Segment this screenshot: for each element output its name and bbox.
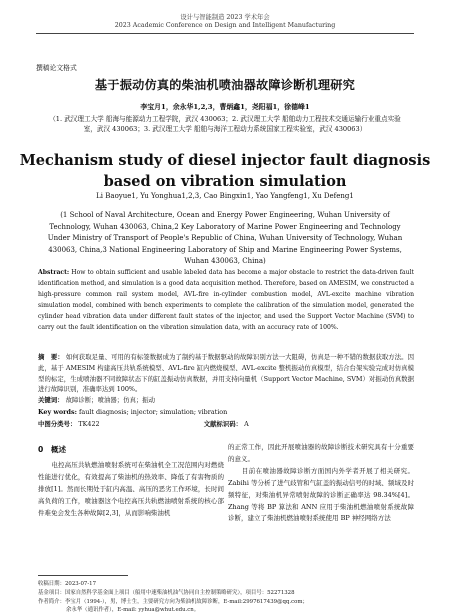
doc-code-value: A xyxy=(244,420,249,428)
en-abstract-label: Abstract: xyxy=(38,269,70,276)
footnote-fund: 基金项目：国家自然科学基金面上项目（船用中速柴油机油气协同自主控制策略研究），项目号：52271328 xyxy=(38,590,295,596)
header-rule xyxy=(36,33,414,34)
clc-value: TK422 xyxy=(78,420,100,428)
en-abstract xyxy=(38,268,414,333)
footnote-received: 收稿日期：2023-07-17 xyxy=(38,581,97,587)
section-heading: 0 概述 xyxy=(38,445,67,454)
clc-label: 中图分类号： xyxy=(38,420,77,428)
doc-code-label: 文献标识码： xyxy=(203,420,243,428)
en-keywords xyxy=(38,408,414,416)
en-authors: Li Baoyue1, Yu Yonghua1,2,3, Cao Bingxin1, Yao Yangfeng1, Xu Defeng1 xyxy=(96,192,354,200)
classification xyxy=(38,419,414,428)
en-affiliation: (1 School of Naval Architecture, Ocean and Energy Power Engineering, Wuhan University of Technology, Wuhan 430063, China,2 Key Laboratory of Marine Power Engineering and Technology Under Ministry of Transport of People's Republic of China, Wuhan University of Technology, Wuhan 430063, China,3 National Engineering Laboratory of Ship and Marine Engineering Power Systems, Wuhan 430063, China) xyxy=(47,211,403,266)
en-keywords-label: Key words: xyxy=(38,408,77,416)
en-abstract-text: How to obtain sufficient and usable labeled data has become a major obstacle to restrict the data-driven fault identification method, and simulation is a good data acquisition method. Therefore, based on AMESIM, we constructed a high-pressure common rail system model, AVL-fire in-cylinder combustion model, AVL-excite machine vibration simulation model, combined with bench experiments to complete the calibration of the simulation model, generated the cylinder head vibration data under different fault states of the injector, and used the Support Vector Machine (SVM) to carry out the fault identification on the vibration simulation data, with an accuracy rate of 100%. xyxy=(38,269,414,331)
cn-keywords-label: 关键词： xyxy=(38,396,64,404)
body-column-right: 的正常工作，因此开展喷油器的故障诊断技术研究具有十分重要的意义。 目前在喷油器故障诊断方面国内外学者开展了相关研究。Zabihi 等分析了进气歧管和气缸盖的振动信号的时域、频域及时频特征，对柴油机异常喷射故障的诊断正确率达 98.34%[4]。Zhang 等将 BP 算法和 ANN 应用于柴油机燃油喷射系统故障诊断，建立了柴油机燃油喷射系统使用 BP 神经网络方法 xyxy=(228,443,414,523)
footnote-rule xyxy=(38,575,128,576)
cn-abstract xyxy=(38,352,414,395)
body-column-left: 电控高压共轨燃油喷射系统可在柴油机全工况范围内对燃烧性能进行优化，有效提高了柴油机的热效率、降低了有害物质的排放[1]。然而长期处于缸内高温、高压的恶劣工作环境，长时间高负荷的工作，喷油器这个电控高压共轨燃油喷射系统的核心部件难免会发生各种故障[2,3]，从而影响柴油机 xyxy=(38,461,224,517)
cn-title: 基于振动仿真的柴油机喷油器故障诊断机理研究 xyxy=(94,78,356,92)
cn-affiliation: （1. 武汉理工大学 船海与能源动力工程学院，武汉 430063；2. 武汉理工大学 船舶动力工程技术交通运输行业重点实验室，武汉 430063；3. 武汉理工大学 船舶与海洋工程动力系统国家工程实验室，武汉 430063） xyxy=(49,115,401,133)
footnote-author: 作者简介：李宝月（1994-），男，博士生，主要研究方向为柴油机故障诊断，E-mail:2997617439@qq.com； xyxy=(38,599,308,605)
header-line-en: 2023 Academic Conference on Design and Intelligent Manufacturing xyxy=(114,22,336,29)
cn-authors: 李宝月1，余永华1,2,3，曹炳鑫1，尧阳福1，徐德峰1 xyxy=(140,103,310,111)
paper-type: 撰稿论文格式 xyxy=(36,64,77,72)
header-line-cn: 设计与智能制造 2023 学术年会 xyxy=(180,14,270,21)
cn-abstract-text: 如何获取足量、可用的有标签数据成为了制约基于数据驱动的故障识别方法一大阻碍，仿真是一种不错的数据获取方法。因此，基于 AMESIM 构建高压共轨系统模型、AVL-fire 缸内燃烧模型、AVL-excite 整机振动仿真模型，结合台架实验完成对仿真模型的标定，生成喷油器不同故障状态下的缸盖振动仿真数据，并用支持向量机（Support Vector Machine, SVM）对振动仿真数据进行故障识别，准确率达到 100%。 xyxy=(38,353,414,394)
en-title: Mechanism study of diesel injector fault diagnosis based on vibration simulation xyxy=(19,152,431,190)
cn-abstract-label: 摘 要： xyxy=(38,353,64,361)
cn-keywords xyxy=(38,395,414,404)
cn-keywords-text: 故障诊断；喷油器；仿真；振动 xyxy=(65,396,156,404)
en-keywords-text: fault diagnosis; injector; simulation; vibration xyxy=(79,408,228,416)
footnote-corresponding: 余永华（通讯作者），E-mail: yyhua@whut.edu.cn。 xyxy=(66,607,200,613)
